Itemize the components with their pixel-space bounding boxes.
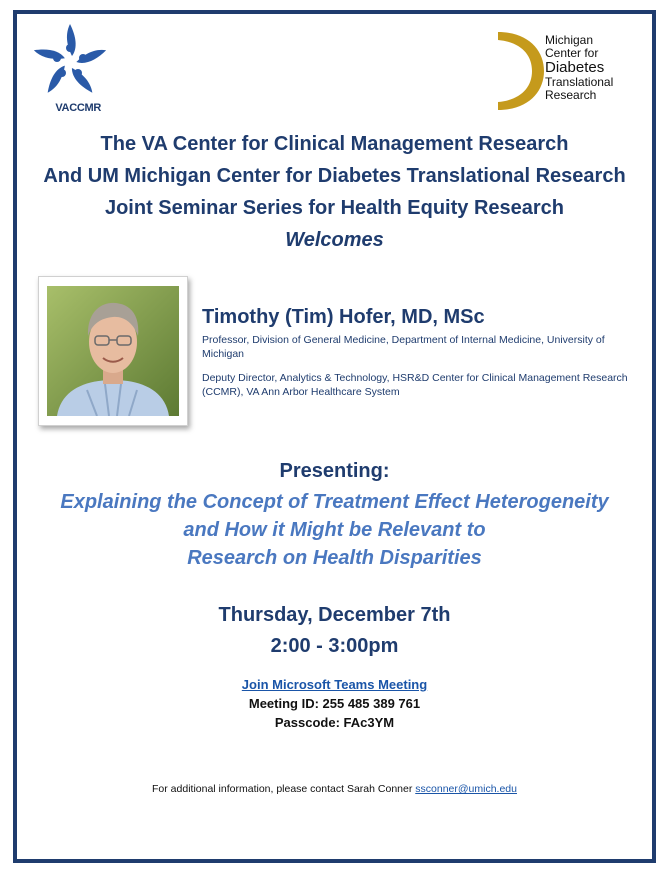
michigan-logo-line: Diabetes [545,59,605,76]
seminar-header [20,128,649,256]
header-line-3: Joint Seminar Series for Health Equity Research [104,197,565,219]
meeting-passcode: Passcode: FAc3YM [274,715,395,730]
presentation-title-line-2: and How it Might be Relevant to [183,519,486,541]
speaker-photo [38,276,188,426]
va-ccmr-logo [20,22,110,120]
contact-text: For additional information, please contact Sarah Conner [152,783,413,795]
presentation-title [20,488,649,572]
header-line-1: The VA Center for Clinical Management Research [100,133,569,155]
va-logo-text: VACCMR [55,102,101,114]
speaker-portrait-image [47,286,179,416]
michigan-logo-line: Michigan [545,33,594,47]
meeting-id: Meeting ID: 255 485 389 761 [248,696,421,711]
event-time: 2:00 - 3:00pm [270,635,399,657]
speaker-affiliation-1: Professor, Division of General Medicine, Department of Internal Medicine, University of Michigan [202,334,605,360]
presenting-label: Presenting: [279,460,390,482]
michigan-center-logo [494,30,644,112]
event-date: Thursday, December 7th [218,604,451,626]
michigan-logo-line: Research [545,88,597,102]
presentation-title-line-3: Research on Health Disparities [187,547,482,569]
meeting-info [20,675,649,732]
speaker-affiliation-2: Deputy Director, Analytics & Technology, HSR&D Center for Clinical Management Research (CCMR), VA Ann Arbor Healthcare System [202,372,628,398]
gold-arc-icon [494,30,546,112]
speaker-name: Timothy (Tim) Hofer, MD, MSc [202,306,485,328]
header-welcomes: Welcomes [285,229,384,251]
michigan-logo-text [545,34,613,102]
star-figures-icon [20,22,110,102]
michigan-logo-line: Center for [545,46,599,60]
michigan-logo-line: Translational [545,75,614,89]
header-line-2: And UM Michigan Center for Diabetes Translational Research [43,165,626,187]
contact-email-link[interactable]: ssconner@umich.edu [415,783,517,795]
presentation-title-line-1: Explaining the Concept of Treatment Effect Heterogeneity [60,491,609,513]
event-datetime [20,600,649,662]
contact-info [20,783,649,795]
join-teams-link[interactable]: Join Microsoft Teams Meeting [241,677,428,692]
